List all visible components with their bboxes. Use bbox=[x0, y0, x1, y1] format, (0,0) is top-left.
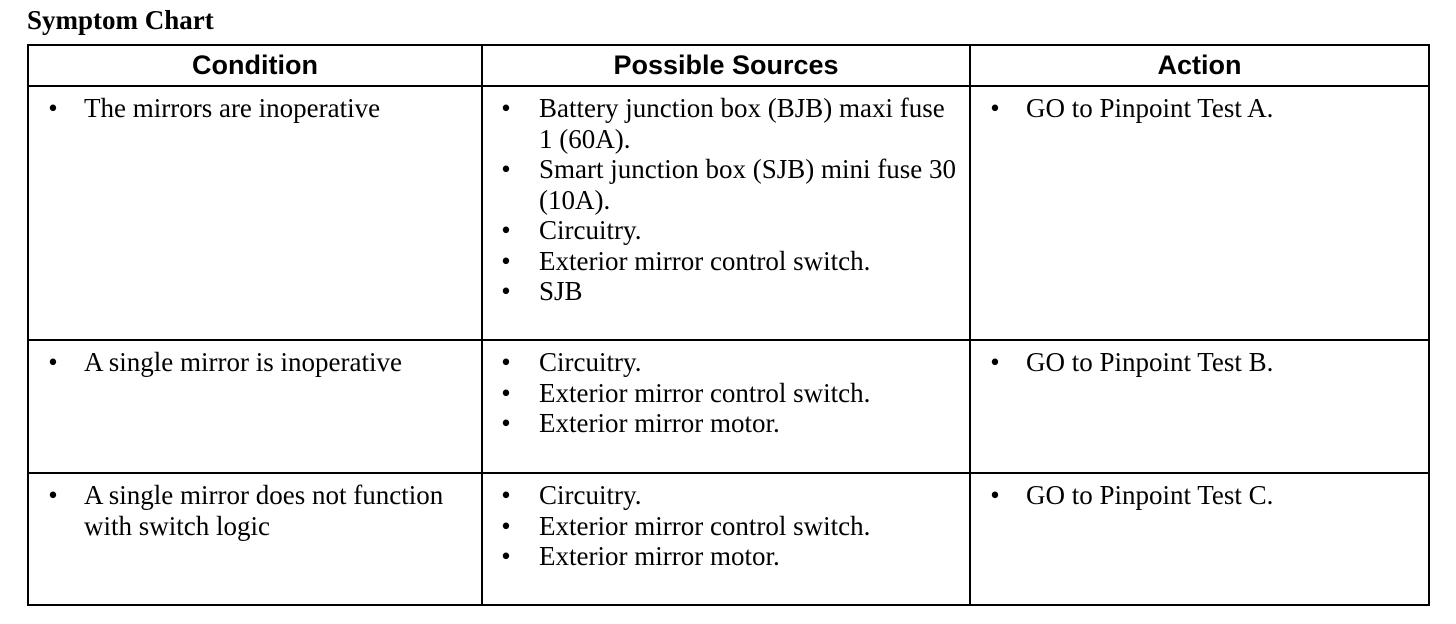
list-item bbox=[971, 480, 1422, 511]
condition-cell bbox=[28, 86, 482, 340]
action-list bbox=[971, 474, 1428, 511]
bullet-icon: • bbox=[501, 154, 511, 184]
condition-list bbox=[29, 341, 481, 378]
table-row bbox=[28, 86, 1429, 340]
list-item bbox=[483, 378, 963, 409]
source-text: Smart junction box (SJB) mini fuse 30 (10A). bbox=[539, 154, 956, 215]
condition-text: The mirrors are inoperative bbox=[84, 93, 381, 123]
list-item bbox=[971, 347, 1422, 378]
bullet-icon: • bbox=[48, 93, 58, 123]
bullet-icon: • bbox=[501, 276, 511, 306]
sources-cell bbox=[482, 340, 970, 473]
condition-cell bbox=[28, 473, 482, 605]
source-text: Exterior mirror motor. bbox=[539, 541, 780, 571]
bullet-icon: • bbox=[501, 377, 511, 408]
source-text: Exterior mirror control switch. bbox=[539, 510, 871, 541]
sources-list bbox=[483, 474, 969, 572]
source-text: Circuitry. bbox=[539, 480, 642, 510]
list-item bbox=[483, 347, 963, 378]
action-text: GO to Pinpoint Test A. bbox=[1026, 93, 1274, 123]
symptom-chart-table bbox=[27, 44, 1430, 606]
bullet-icon: • bbox=[501, 408, 511, 438]
list-item bbox=[483, 480, 963, 511]
action-text: GO to Pinpoint Test C. bbox=[1026, 480, 1274, 510]
source-text: Circuitry. bbox=[539, 347, 642, 377]
list-item bbox=[483, 541, 963, 572]
list-item bbox=[483, 154, 963, 215]
source-text: Battery junction box (BJB) maxi fuse 1 (60A). bbox=[539, 93, 945, 154]
condition-text: A single mirror is inoperative bbox=[84, 347, 402, 377]
header-action: Action bbox=[970, 45, 1429, 86]
source-text: SJB bbox=[539, 276, 583, 306]
bullet-icon: • bbox=[48, 347, 58, 377]
list-item bbox=[483, 93, 963, 154]
bullet-icon: • bbox=[990, 480, 1000, 510]
condition-cell bbox=[28, 340, 482, 473]
condition-list bbox=[29, 87, 481, 124]
document-title: Symptom Chart bbox=[27, 5, 214, 35]
action-list bbox=[971, 87, 1428, 124]
list-item bbox=[483, 408, 963, 439]
list-item bbox=[29, 480, 475, 541]
list-item bbox=[483, 246, 963, 277]
sources-list bbox=[483, 87, 969, 307]
condition-text: A single mirror does not function with switch logic bbox=[84, 480, 444, 541]
sources-list bbox=[483, 341, 969, 439]
table-row bbox=[28, 473, 1429, 605]
list-item bbox=[483, 276, 963, 307]
action-cell bbox=[970, 340, 1429, 473]
bullet-icon: • bbox=[501, 347, 511, 377]
source-text: Exterior mirror control switch. bbox=[539, 377, 871, 408]
list-item bbox=[483, 215, 963, 246]
header-row bbox=[28, 45, 1429, 86]
bullet-icon: • bbox=[501, 245, 511, 276]
bullet-icon: • bbox=[501, 215, 511, 245]
sources-cell bbox=[482, 473, 970, 605]
header-condition: Condition bbox=[28, 45, 482, 86]
list-item bbox=[483, 511, 963, 542]
condition-list bbox=[29, 474, 481, 541]
list-item bbox=[971, 93, 1422, 124]
bullet-icon: • bbox=[501, 541, 511, 571]
bullet-icon: • bbox=[990, 347, 1000, 377]
bullet-icon: • bbox=[48, 480, 58, 510]
action-text: GO to Pinpoint Test B. bbox=[1026, 347, 1274, 377]
source-text: Circuitry. bbox=[539, 215, 642, 245]
action-cell bbox=[970, 473, 1429, 605]
sources-cell bbox=[482, 86, 970, 340]
action-cell bbox=[970, 86, 1429, 340]
source-text: Exterior mirror control switch. bbox=[539, 245, 871, 276]
list-item bbox=[29, 347, 475, 378]
bullet-icon: • bbox=[990, 93, 1000, 123]
table-row bbox=[28, 340, 1429, 473]
bullet-icon: • bbox=[501, 510, 511, 541]
list-item bbox=[29, 93, 475, 124]
bullet-icon: • bbox=[501, 93, 511, 123]
bullet-icon: • bbox=[501, 480, 511, 510]
source-text: Exterior mirror motor. bbox=[539, 408, 780, 438]
action-list bbox=[971, 341, 1428, 378]
header-possible-sources: Possible Sources bbox=[482, 45, 970, 86]
